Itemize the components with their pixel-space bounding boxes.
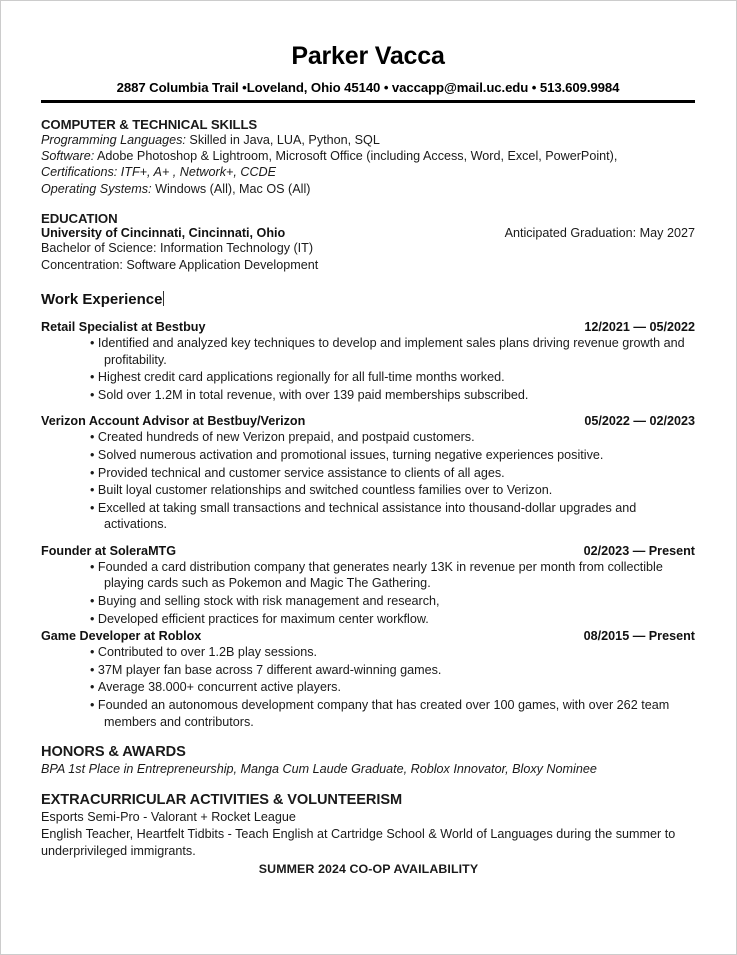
skills-row <box>41 164 695 180</box>
job-bullet: • Highest credit card applications regionally for all full-time months worked. <box>90 369 695 386</box>
job-dates: 08/2015 — Present <box>583 629 695 644</box>
job-header <box>41 320 695 334</box>
job-dates: 05/2022 — 02/2023 <box>584 414 695 429</box>
skills-row-label: Software: <box>41 148 95 163</box>
job-bullet: • Founded an autonomous development company that has created over 100 games, with over 262 team members and contributors. <box>90 697 695 730</box>
job-bullets <box>41 335 695 403</box>
job-dates: 12/2021 — 05/2022 <box>584 319 695 334</box>
job-bullet: • Buying and selling stock with risk management and research, <box>90 593 695 610</box>
job-bullet: • Sold over 1.2M in total revenue, with over 139 paid memberships subscribed. <box>90 387 695 404</box>
section-heading-work-experience: Work Experience <box>41 290 163 308</box>
job-bullet: • Solved numerous activation and promotional issues, turning negative experiences positive. <box>90 447 695 464</box>
resume-content <box>41 1 695 859</box>
job-dates: 02/2023 — Present <box>583 543 695 558</box>
skills-row-value: Skilled in Java, LUA, Python, SQL <box>185 132 380 147</box>
section-heading-extracurricular: EXTRACURRICULAR ACTIVITIES & VOLUNTEERISM <box>41 791 403 808</box>
job-bullets <box>41 559 695 627</box>
job-bullet: • Contributed to over 1.2B play sessions. <box>90 644 695 661</box>
text-cursor <box>163 291 164 306</box>
job-bullet: • Identified and analyzed key techniques to develop and implement sales plans driving revenue growth and profitability. <box>90 335 695 368</box>
candidate-name: Parker Vacca <box>291 42 445 70</box>
job-bullet: • Average 38.000+ concurrent active players. <box>90 679 695 696</box>
skills-row-value: Windows (All), Mac OS (All) <box>151 181 311 196</box>
honors-text: BPA 1st Place in Entrepreneurship, Manga Cum Laude Graduate, Roblox Innovator, Bloxy Nominee <box>41 762 597 777</box>
job-bullet: • Built loyal customer relationships and switched countless families over to Verizon. <box>90 482 695 499</box>
skills-row <box>41 132 695 148</box>
work-experience-heading-wrap <box>41 273 695 309</box>
skills-list <box>41 132 695 198</box>
job-bullets <box>41 644 695 730</box>
skills-row-label: Operating Systems: <box>41 181 152 196</box>
job-bullet: • Provided technical and customer service assistance to clients of all ages. <box>90 465 695 482</box>
education-school: University of Cincinnati, Cincinnati, Ohio <box>41 226 286 241</box>
job-bullet: • Excelled at taking small transactions and technical assistance into thousand-dollar upgrades and activations. <box>90 500 695 533</box>
job-header <box>41 414 695 428</box>
section-heading-education: EDUCATION <box>41 211 118 227</box>
job-bullet: • 37M player fan base across 7 different award-winning games. <box>90 662 695 679</box>
education-degree: Bachelor of Science: Information Technology (IT) <box>41 241 314 256</box>
job-entry <box>41 320 695 403</box>
section-heading-honors: HONORS & AWARDS <box>41 744 186 761</box>
education-concentration: Concentration: Software Application Development <box>41 257 319 272</box>
job-bullet: • Developed efficient practices for maximum center workflow. <box>90 611 695 628</box>
job-title: Game Developer at Roblox <box>41 629 202 644</box>
job-title: Founder at SoleraMTG <box>41 543 177 558</box>
contact-line: 2887 Columbia Trail •Loveland, Ohio 45140 • vaccapp@mail.uc.edu • 513.609.9984 <box>116 79 620 95</box>
section-heading-skills: COMPUTER & TECHNICAL SKILLS <box>41 116 258 132</box>
job-title: Retail Specialist at Bestbuy <box>41 319 206 334</box>
skills-row-value: Adobe Photoshop & Lightroom, Microsoft Office (including Access, Word, Excel, PowerPoint), <box>94 148 618 163</box>
job-bullet: • Founded a card distribution company that generates nearly 13K in revenue per month from collectible playing cards such as Pokemon and Magic The Gathering. <box>90 559 695 592</box>
job-bullets <box>41 429 695 533</box>
job-title: Verizon Account Advisor at Bestbuy/Verizon <box>41 414 306 429</box>
job-entry <box>41 414 695 533</box>
education-school-row <box>41 226 695 240</box>
job-header <box>41 629 695 643</box>
job-entry <box>41 544 695 627</box>
availability-footer: SUMMER 2024 CO-OP AVAILABILITY <box>258 862 479 876</box>
job-header <box>41 544 695 558</box>
skills-row-label: Programming Languages: <box>41 132 186 147</box>
education-graduation: Anticipated Graduation: May 2027 <box>504 226 695 241</box>
skills-row <box>41 148 695 164</box>
skills-row-label: Certifications: ITF+, A+ , Network+, CCDE <box>41 165 277 180</box>
skills-row <box>41 181 695 197</box>
job-bullet: • Created hundreds of new Verizon prepaid, and postpaid customers. <box>90 429 695 446</box>
extracurricular-line: Esports Semi-Pro - Valorant + Rocket League <box>41 809 296 824</box>
job-entry <box>41 629 695 730</box>
extracurricular-line: English Teacher, Heartfelt Tidbits - Teach English at Cartridge School & World of Languages during the summer to underprivileged immigrants. <box>41 827 676 858</box>
header-divider <box>41 100 695 103</box>
